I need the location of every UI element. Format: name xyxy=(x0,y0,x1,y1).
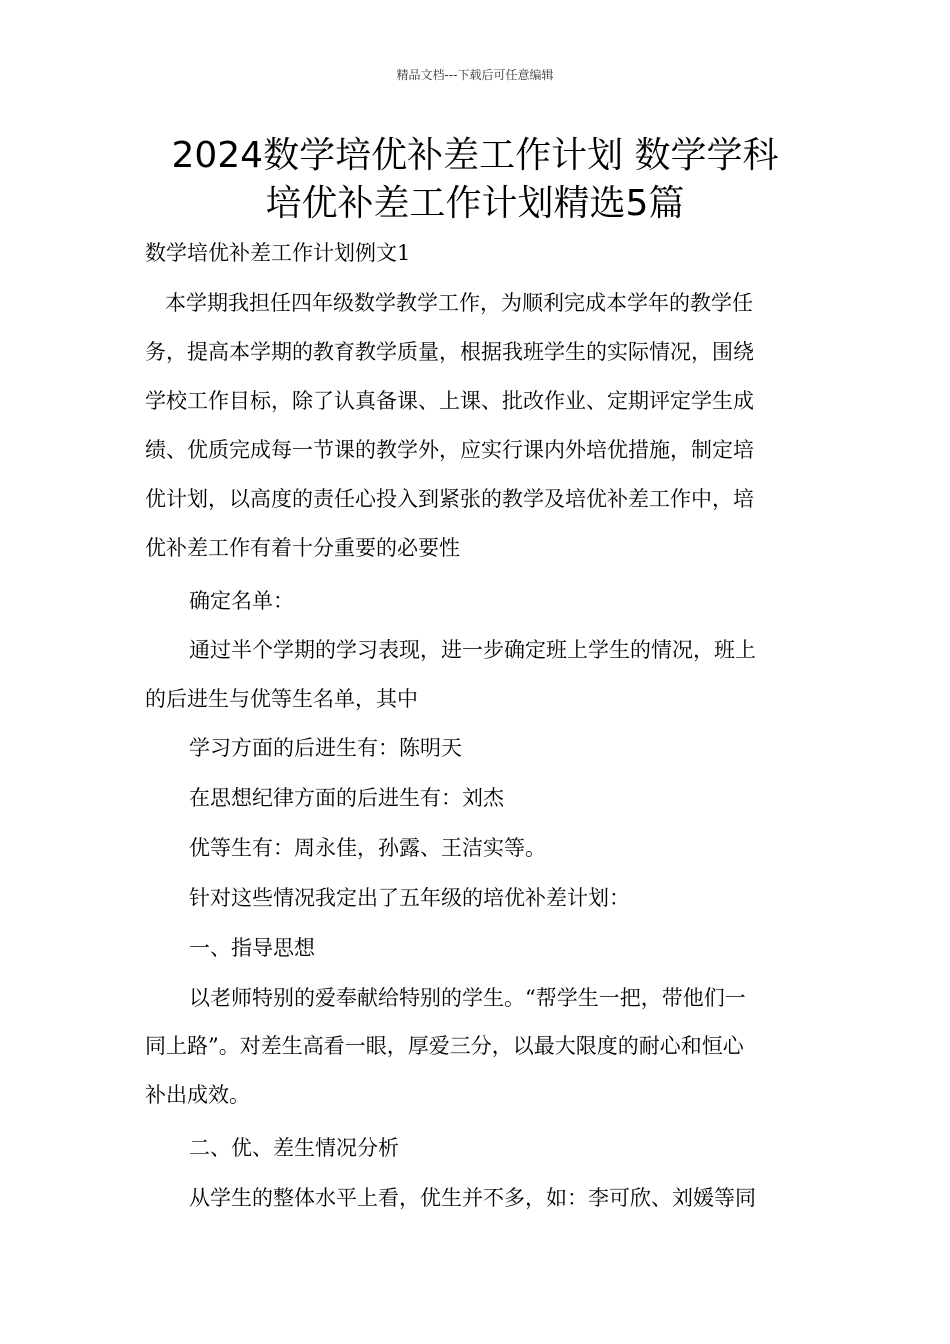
list-item-study: 学习方面的后进生有：陈明天 xyxy=(189,736,462,760)
names-heading: 确定名单： xyxy=(189,589,294,613)
title-line-2: 培优补差工作计划精选5篇 xyxy=(265,183,685,224)
list-item-discipline: 在思想纪律方面的后进生有：刘杰 xyxy=(189,786,504,810)
section-1-heading: 一、指导思想 xyxy=(189,936,315,960)
paragraph-3-line: 同上路”。对差生高看一眼，厚爱三分，以最大限度的耐心和恒心 xyxy=(145,1034,744,1058)
paragraph-1-line: 绩、优质完成每一节课的教学外，应实行课内外培优措施，制定培 xyxy=(145,438,754,462)
paragraph-3-line: 补出成效。 xyxy=(145,1083,250,1107)
paragraph-1-line: 学校工作目标，除了认真备课、上课、批改作业、定期评定学生成 xyxy=(145,389,754,413)
list-item-excellent: 优等生有：周永佳，孙露、王洁实等。 xyxy=(189,836,546,860)
paragraph-1-line: 优补差工作有着十分重要的必要性 xyxy=(145,536,460,560)
paragraph-2-line: 通过半个学期的学习表现，进一步确定班上学生的情况，班上 xyxy=(189,638,756,662)
list-item-plan: 针对这些情况我定出了五年级的培优补差计划： xyxy=(189,886,630,910)
paragraph-1-line: 本学期我担任四年级数学教学工作，为顺利完成本学年的教学任 xyxy=(165,291,753,315)
paragraph-1-line: 务，提高本学期的教育教学质量，根据我班学生的实际情况，围绕 xyxy=(145,340,754,364)
page-header-note: 精品文档---下载后可任意编辑 xyxy=(396,68,554,82)
document-title xyxy=(130,132,820,228)
title-line-1: 2024数学培优补差工作计划 数学学科 xyxy=(171,135,779,176)
paragraph-2-line: 的后进生与优等生名单，其中 xyxy=(145,687,418,711)
example-subtitle: 数学培优补差工作计划例文1 xyxy=(145,241,411,265)
paragraph-3-line: 以老师特别的爱奉献给特别的学生。“帮学生一把，带他们一 xyxy=(189,986,746,1010)
paragraph-4-line: 从学生的整体水平上看，优生并不多，如：李可欣、刘媛等同 xyxy=(189,1186,756,1210)
paragraph-1-line: 优计划，以高度的责任心投入到紧张的教学及培优补差工作中，培 xyxy=(145,487,754,511)
section-2-heading: 二、优、差生情况分析 xyxy=(189,1136,399,1160)
